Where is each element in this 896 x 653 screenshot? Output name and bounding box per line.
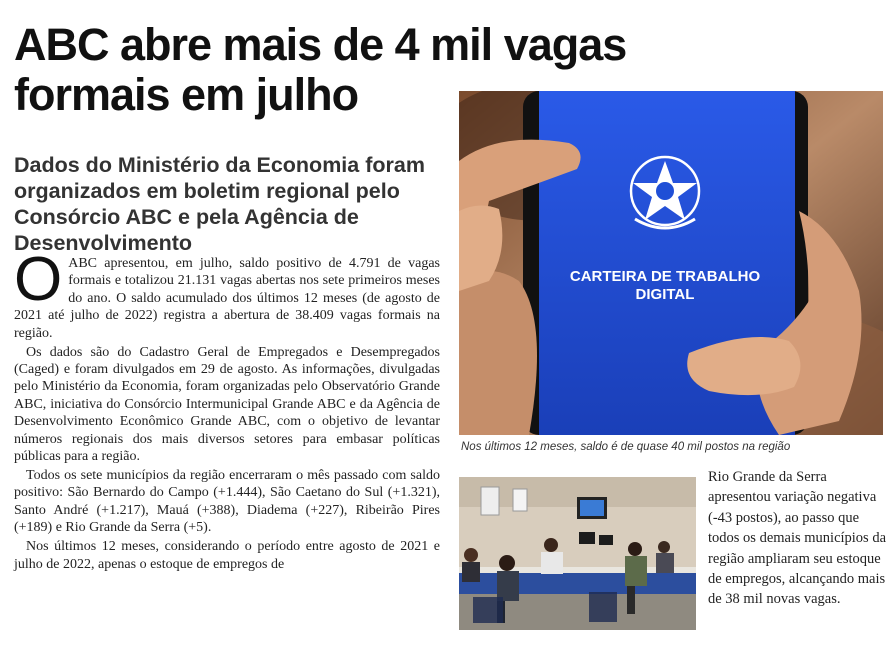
main-photo-phone <box>459 91 883 435</box>
article-subhead: Dados do Ministério da Economia foram organizados em boletim regional pelo Consórcio ABC e pela Agência de Desenvolvimento <box>14 153 425 255</box>
article-body <box>14 245 440 575</box>
wall-monitor <box>577 497 607 519</box>
drop-cap: O <box>14 245 63 314</box>
office-photo <box>459 477 696 630</box>
phone-text-line-2: DIGITAL <box>635 286 695 303</box>
person-1 <box>462 548 480 582</box>
office-photo-illustration <box>459 477 696 630</box>
paragraph-2: Os dados são do Cadastro Geral de Empregados e Desempregados (Caged) e foram divulgados em 29 de agosto. As informações, divulgadas pelo Ministério da Economia, foram organizadas pelo Observatório Grande ABC, iniciativa do Consórcio Intermunicipal Grande ABC e da Agência de Desenvolvimento Econômico Grande ABC, com o objetivo de levantar números regionais dos mais diversos setores para embasar políticas públicas para a região. <box>14 344 440 465</box>
phone-text-line-1: CARTEIRA DE TRABALHO <box>569 268 761 285</box>
paragraph-1 <box>14 245 440 342</box>
article-headline: ABC abre mais de 4 mil vagas formais em julho <box>14 19 627 120</box>
article-continuation: Rio Grande da Serra apresentou variação negativa (-43 postos), ao passo que todos os demais municípios da região ampliaram seu estoque de empregos, alcançando mais de 38 mil novas vagas. <box>708 469 887 608</box>
main-photo-caption: Nos últimos 12 meses, saldo é de quase 40 mil postos na região <box>461 441 791 453</box>
paragraph-1-text: ABC apresentou, em julho, saldo positivo de 4.791 de vagas formais e totalizou 21.131 vagas abertas nos sete primeiros meses do ano. O saldo acumulado dos últimos 12 meses (de agosto de 2021 até julho de 2022) registra a abertura de 38.409 vagas formais na região. <box>14 256 440 341</box>
paragraph-4: Nos últimos 12 meses, considerando o período entre agosto de 2021 e julho de 2022, apenas o estoque de empregos de <box>14 539 440 572</box>
phone-photo-illustration <box>459 91 883 435</box>
paragraph-3: Todos os sete municípios da região encerraram o mês passado com saldo positivo: São Bernardo do Campo (+1.444), São Caetano do Sul (+1.321), Santo André (+1.217), Mauá (+388), Diadema (+227), Ribeirão Pires (+189) e Rio Grande da Serra (+5). <box>14 468 440 536</box>
